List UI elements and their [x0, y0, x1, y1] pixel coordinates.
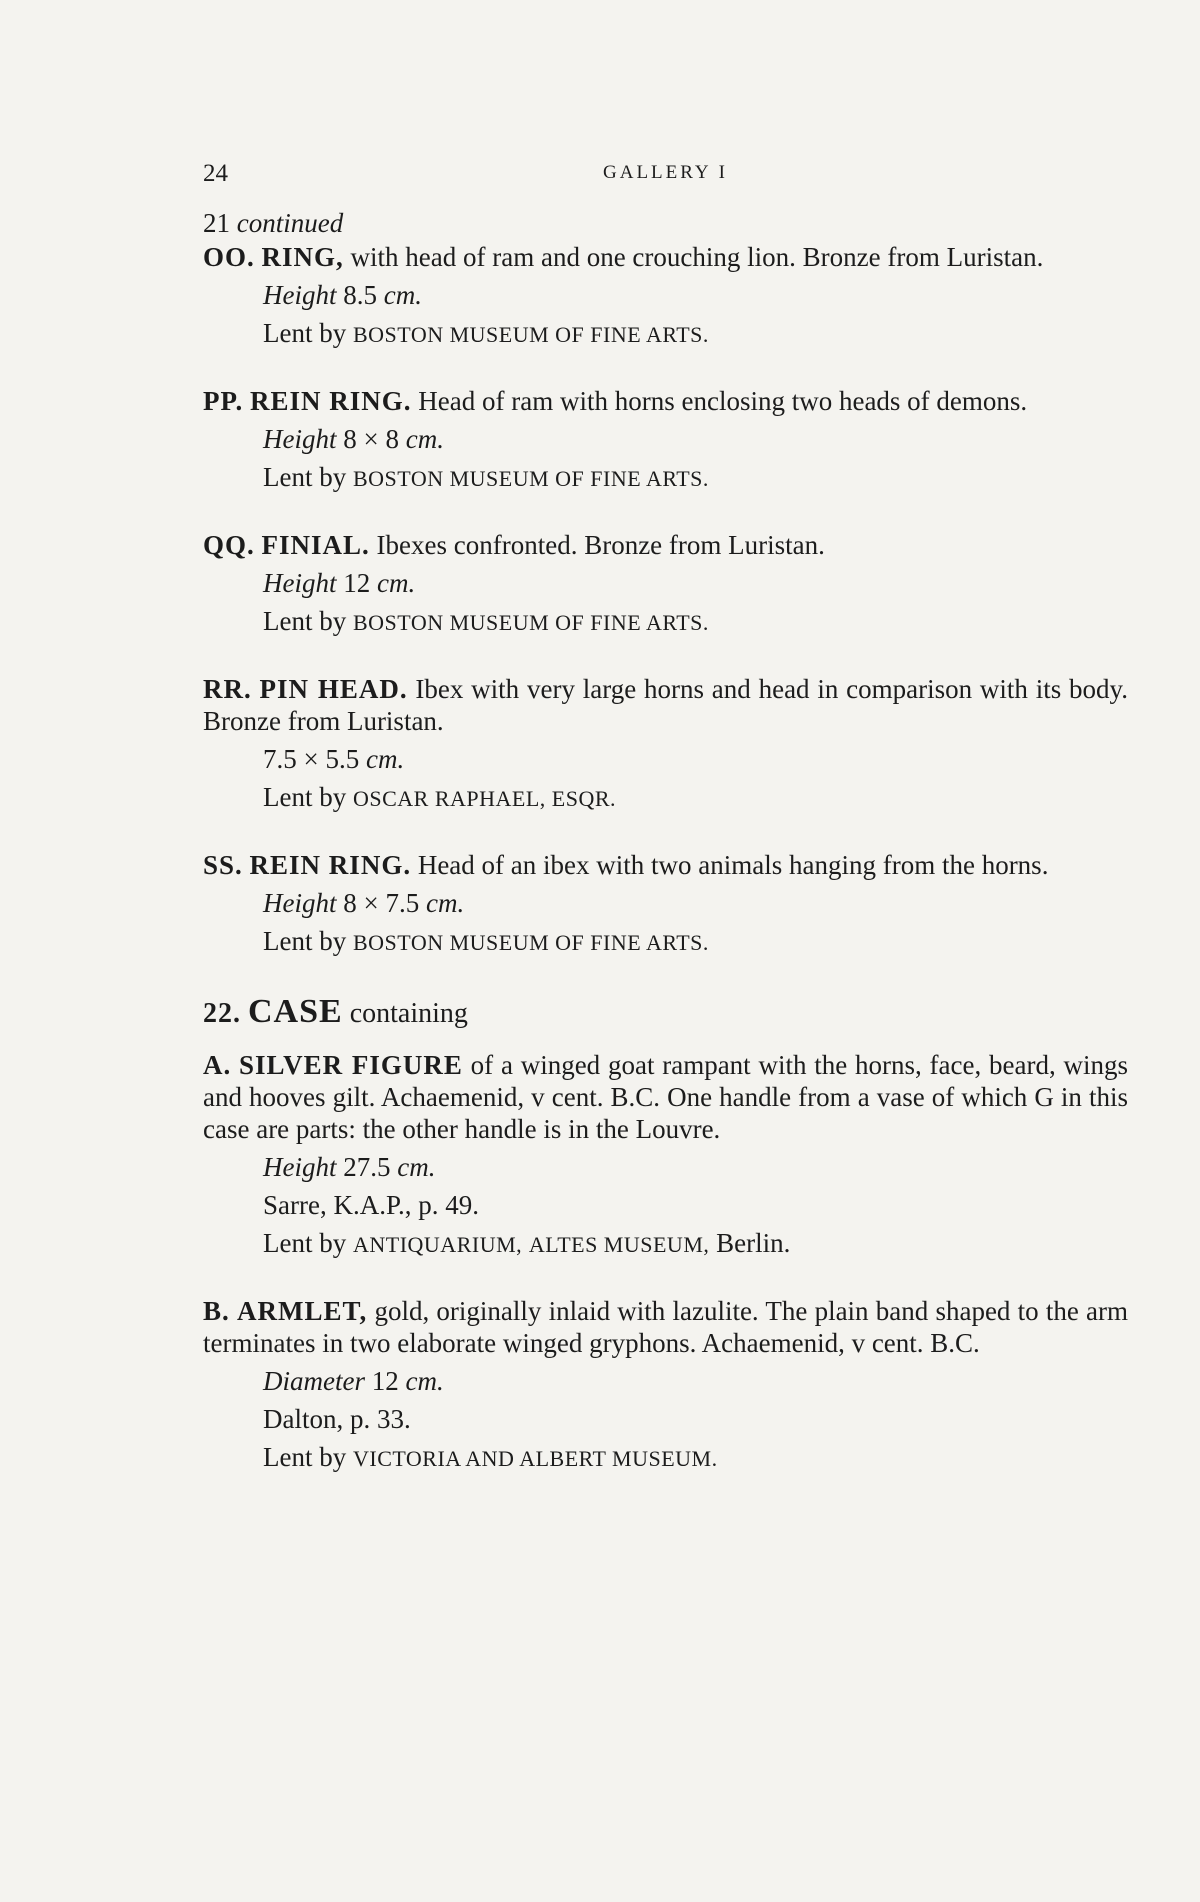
dimension-unit: cm. [377, 568, 416, 598]
lender-name: ANTIQUARIUM, [352, 1232, 523, 1257]
dimension-value: 7.5 × 5.5 [263, 744, 360, 774]
entry-text: Head of an ibex with two animals hanging from the horns. [417, 850, 1049, 880]
entry-lender [203, 1227, 1128, 1261]
case-title: CASE [248, 993, 343, 1030]
dimension-label: Height [263, 1152, 337, 1182]
entry-name: FINIAL. [261, 530, 370, 560]
entry-id: PP. [203, 386, 244, 416]
lent-prefix: Lent by [263, 606, 347, 636]
case-heading [203, 993, 1128, 1031]
dimension-label: Diameter [263, 1366, 365, 1396]
dimension-unit: cm. [405, 424, 444, 454]
lent-prefix: Lent by [263, 462, 347, 492]
dimension-unit: cm. [425, 888, 465, 918]
entry-lender [203, 1441, 1128, 1475]
entry-name: REIN RING. [249, 850, 412, 880]
entry-text: Head of ram with horns enclosing two heads of demons. [418, 386, 1028, 416]
entry-lender [203, 605, 1128, 639]
catalogue-entry [203, 241, 1128, 351]
page-header [203, 160, 1128, 194]
entry-dimension [203, 279, 1128, 311]
dimension-label: Height [263, 424, 337, 454]
entry-id: OO. [203, 242, 255, 272]
entry-description [203, 849, 1128, 881]
entry-description [203, 673, 1128, 737]
lender-city: Berlin. [716, 1228, 791, 1258]
lender-name: BOSTON MUSEUM OF FINE ARTS. [352, 930, 709, 955]
lent-prefix: Lent by [263, 318, 347, 348]
dimension-value: 8 × 7.5 [343, 888, 420, 918]
dimension-unit: cm. [383, 280, 422, 310]
lender-name: BOSTON MUSEUM OF FINE ARTS. [352, 610, 709, 635]
lent-prefix: Lent by [263, 926, 347, 956]
entry-lender [203, 317, 1128, 351]
catalogue-entry [203, 1049, 1128, 1261]
dimension-unit: cm. [405, 1366, 444, 1396]
catalogue-entry [203, 1295, 1128, 1475]
entry-dimension [203, 1151, 1128, 1183]
dimension-value: 8 × 8 [343, 424, 399, 454]
continued-label: continued [236, 208, 344, 238]
entry-dimension [203, 423, 1128, 455]
catalogue-entry [203, 529, 1128, 639]
dimension-value: 12 [371, 1366, 399, 1396]
entry-name: ARMLET, [236, 1296, 368, 1326]
lender-name: OSCAR RAPHAEL, ESQR. [352, 786, 617, 811]
entry-id: QQ. [203, 530, 255, 560]
continued-heading [203, 208, 1128, 239]
entry-text: Ibex with very large horns and head in comparison with its body. Bronze from Luristan. [203, 674, 1129, 736]
catalogue-entry [203, 385, 1128, 495]
entry-reference: Sarre, K.A.P., p. 49. [263, 1190, 479, 1220]
entry-dimension [203, 1365, 1128, 1397]
dimension-label: Height [263, 888, 337, 918]
lender-name: VICTORIA AND ALBERT MUSEUM. [352, 1446, 718, 1471]
entry-name: RING, [261, 242, 344, 272]
entry-description [203, 385, 1128, 417]
continued-number: 21 [203, 208, 230, 238]
entry-text: Ibexes confronted. Bronze from Luristan. [376, 530, 825, 560]
lender-name-2: ALTES MUSEUM, [528, 1232, 710, 1257]
page-number: 24 [203, 160, 228, 187]
lent-prefix: Lent by [263, 782, 347, 812]
entry-dimension [203, 743, 1128, 775]
page-content [203, 208, 1128, 1509]
dimension-value: 12 [343, 568, 371, 598]
catalogue-entry [203, 849, 1128, 959]
catalogue-entry [203, 673, 1128, 815]
lender-name: BOSTON MUSEUM OF FINE ARTS. [352, 466, 709, 491]
dimension-unit: cm. [365, 744, 405, 774]
entry-name: PIN HEAD. [259, 674, 408, 704]
entry-reference: Dalton, p. 33. [263, 1404, 411, 1434]
entry-lender [203, 925, 1128, 959]
entry-id: B. [203, 1296, 230, 1326]
entry-text: of a winged goat rampant with the horns, face, beard, wings and hooves gilt. Achaemenid, v cent. B.C. One handle from a vase of which G in this case are parts: the other handle is in the Louvre. [203, 1050, 1128, 1144]
entry-id: A. [203, 1050, 232, 1080]
entry-lender [203, 461, 1128, 495]
entry-lender [203, 781, 1128, 815]
entry-name: SILVER FIGURE [239, 1050, 463, 1080]
dimension-value: 27.5 [343, 1152, 391, 1182]
entry-text: with head of ram and one crouching lion. Bronze from Luristan. [350, 242, 1044, 272]
entry-text: gold, originally inlaid with lazulite. The plain band shaped to the arm terminates in two elaborate winged gryphons. Achaemenid, v cent. B.C. [203, 1296, 1128, 1358]
entry-id: SS. [203, 850, 243, 880]
case-number: 22. [203, 998, 241, 1029]
entry-dimension [203, 567, 1128, 599]
entry-name: REIN RING. [250, 386, 412, 416]
dimension-label: Height [263, 568, 337, 598]
dimension-unit: cm. [397, 1152, 436, 1182]
running-head: GALLERY I [603, 162, 728, 183]
entry-description [203, 241, 1128, 273]
entry-dimension [203, 887, 1128, 919]
lent-prefix: Lent by [263, 1228, 347, 1258]
entry-id: RR. [203, 674, 252, 704]
dimension-value: 8.5 [343, 280, 377, 310]
lent-prefix: Lent by [263, 1442, 347, 1472]
entry-description [203, 529, 1128, 561]
entry-description [203, 1295, 1128, 1359]
entry-description [203, 1049, 1128, 1145]
lender-name: BOSTON MUSEUM OF FINE ARTS. [352, 322, 709, 347]
dimension-label: Height [263, 280, 337, 310]
case-suffix: containing [349, 998, 468, 1029]
